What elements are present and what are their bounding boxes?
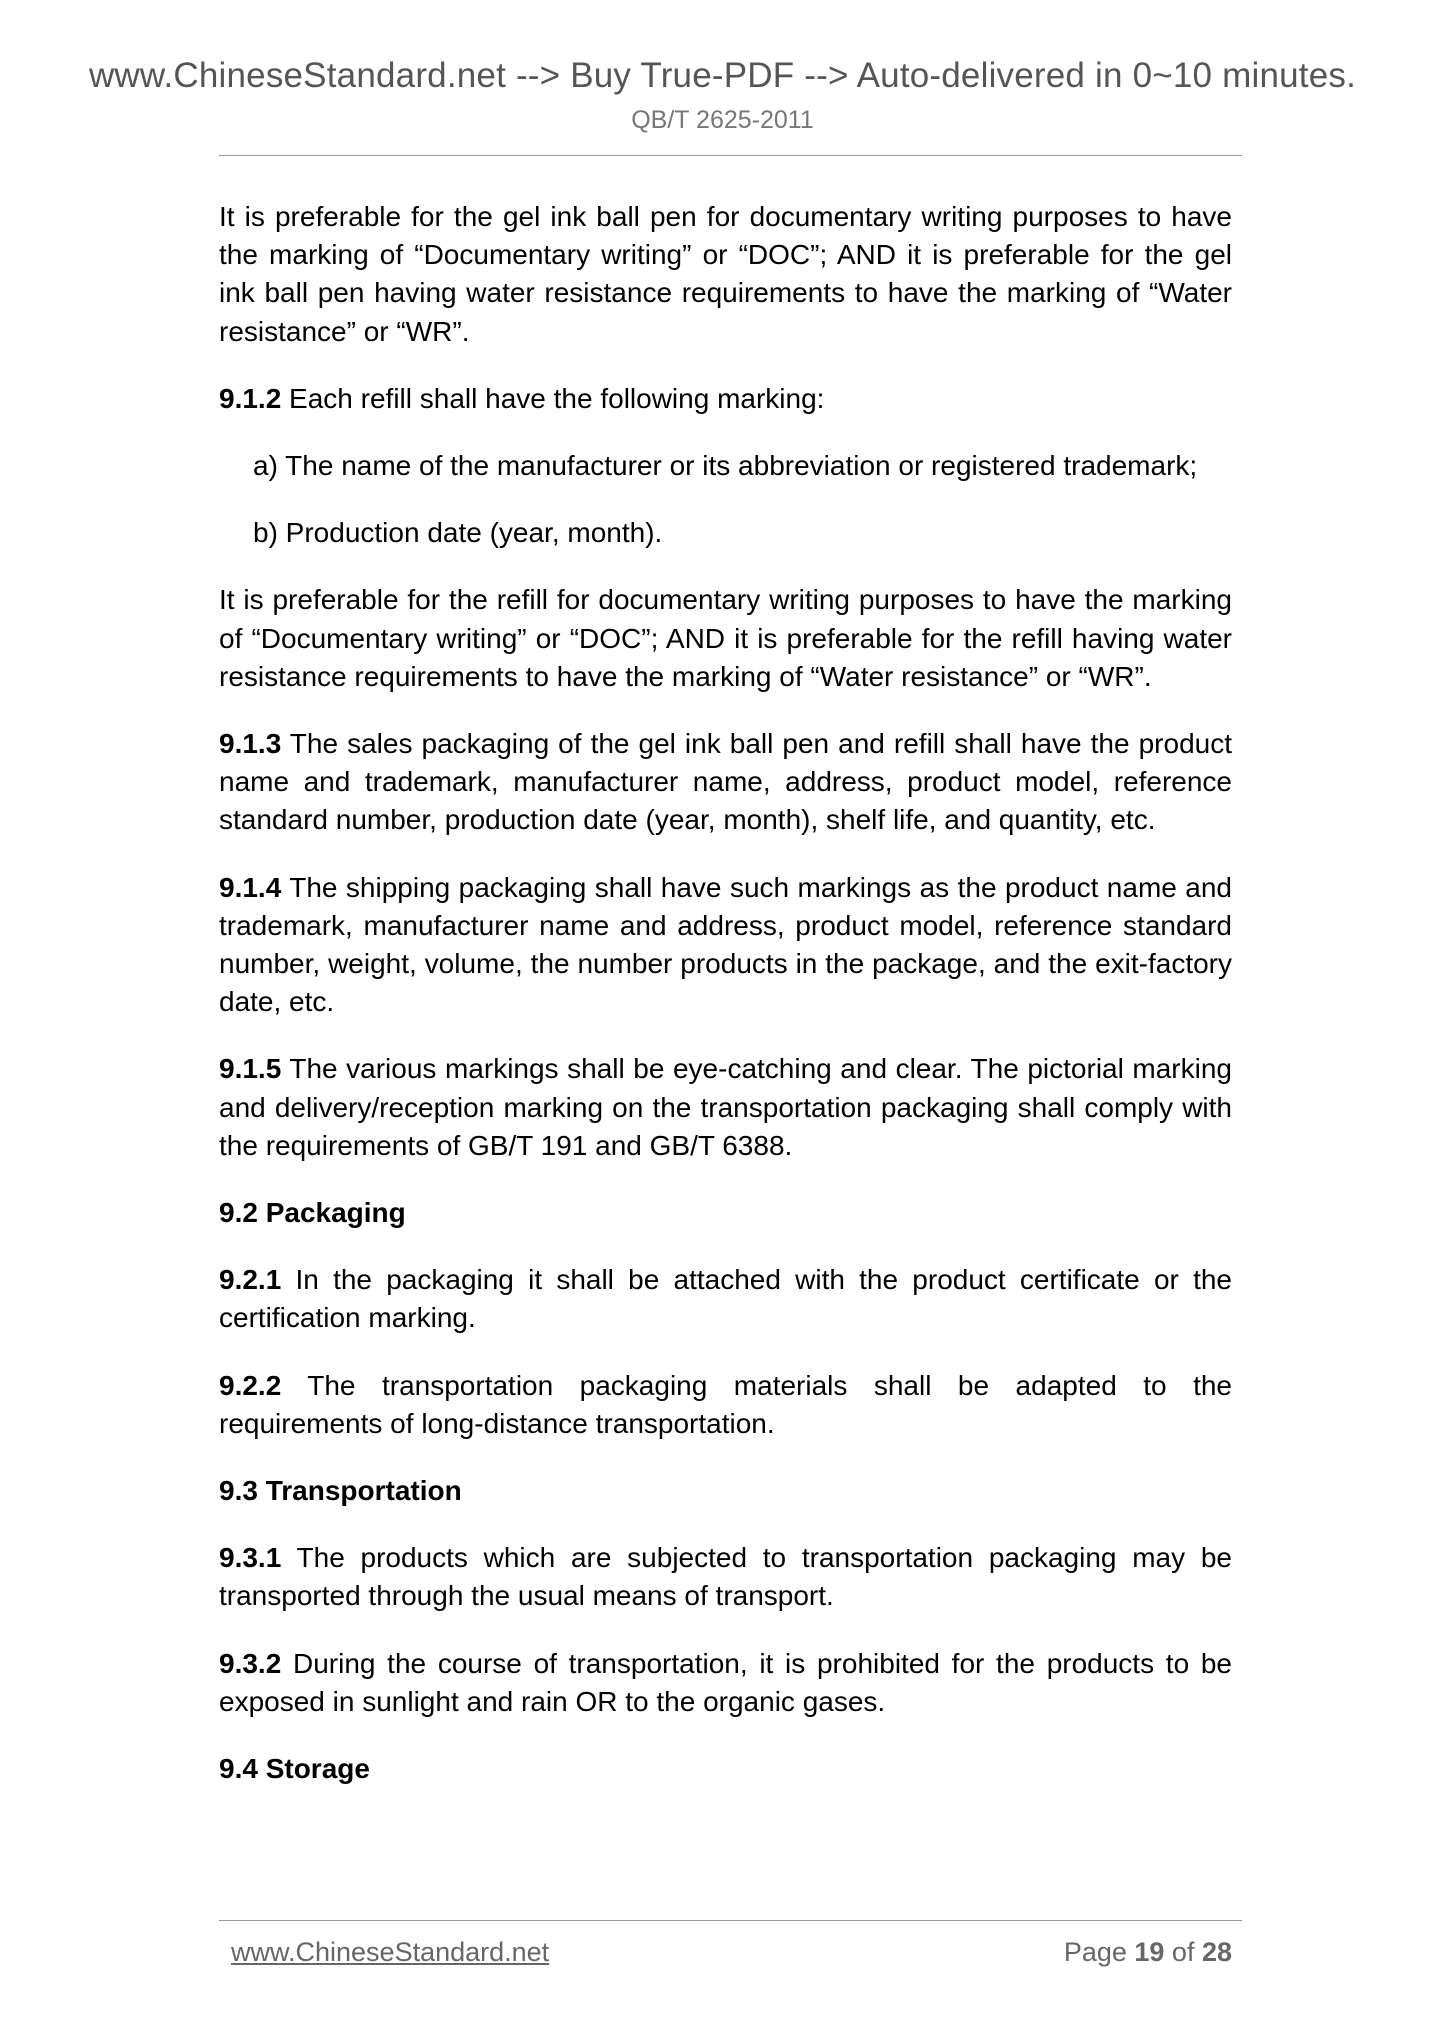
header-divider: [219, 155, 1242, 156]
footer-divider: [219, 1920, 1242, 1921]
header-banner: www.ChineseStandard.net --> Buy True-PDF --> Auto-delivered in 0~10 minutes.: [88, 56, 1357, 95]
page-current: 19: [1134, 1937, 1165, 1967]
clause-number: 9.3.1: [219, 1542, 282, 1574]
list-item-b: b) Production date (year, month).: [253, 517, 663, 549]
page-prefix: Page: [1063, 1937, 1135, 1967]
clause-text: The products which are subjected to transportation packaging may be transported through the usual means of transport.: [219, 1542, 1232, 1612]
clause-number: 9.1.3: [219, 728, 282, 760]
clause-number: 9.1.2: [219, 382, 282, 414]
clause-number: 9.2.1: [219, 1264, 282, 1296]
clause-text: The transportation packaging materials shall be adapted to the requirements of long-distance transportation.: [219, 1369, 1232, 1439]
footer-website-link[interactable]: www.ChineseStandard.net: [231, 1937, 550, 1967]
clause-number: 9.1.4: [219, 871, 282, 903]
clause-text: The shipping packaging shall have such markings as the product name and trademark, manufacturer name and address, product model, reference standard number, weight, volume, the number products in the package, and the exit-factory date, etc.: [219, 871, 1232, 1018]
document-body: [219, 198, 1232, 1817]
clause-9-2-1: [219, 1261, 1232, 1337]
section-heading-packaging: 9.2 Packaging: [219, 1197, 406, 1229]
page-of: of: [1164, 1937, 1202, 1967]
clause-number: 9.3.2: [219, 1647, 282, 1679]
clause-9-3-2: [219, 1645, 1232, 1721]
paragraph-refill-marking: It is preferable for the refill for documentary writing purposes to have the marking of “Documentary writing” or “DOC”; AND it is preferable for the refill having water resistance requirements to have the marking of “Water resistance” or “WR”.: [219, 584, 1232, 692]
clause-9-3-1: [219, 1539, 1232, 1615]
clause-number: 9.2.2: [219, 1369, 282, 1401]
clause-text: The various markings shall be eye-catching and clear. The pictorial marking and delivery/reception marking on the transportation packaging shall comply with the requirements of GB/T 191 and GB/T 6388.: [219, 1053, 1232, 1161]
clause-text: Each refill shall have the following marking:: [281, 382, 825, 414]
clause-9-1-3: [219, 725, 1232, 840]
section-heading-storage: 9.4 Storage: [219, 1753, 370, 1785]
clause-9-2-2: [219, 1367, 1232, 1443]
clause-number: 9.1.5: [219, 1053, 282, 1085]
clause-text: In the packaging it shall be attached with the product certificate or the certification marking.: [219, 1264, 1232, 1334]
paragraph-gel-pen-marking: It is preferable for the gel ink ball pen for documentary writing purposes to have the marking of “Documentary writing” or “DOC”; AND it is preferable for the gel ink ball pen having water resistance requirements to have the marking of “Water resistance” or “WR”.: [219, 201, 1232, 347]
clause-9-1-4: [219, 869, 1232, 1022]
clause-text: The sales packaging of the gel ink ball pen and refill shall have the product name and trademark, manufacturer name, address, product model, reference standard number, production date (year, month), shelf life, and quantity, etc.: [219, 728, 1232, 836]
list-item-a: a) The name of the manufacturer or its abbreviation or registered trademark;: [253, 450, 1198, 482]
standard-number: QB/T 2625-2011: [631, 106, 814, 134]
section-heading-transportation: 9.3 Transportation: [219, 1475, 462, 1507]
clause-9-1-5: [219, 1050, 1232, 1165]
page-indicator: [1064, 1937, 1232, 1968]
clause-text: During the course of transportation, it is prohibited for the products to be exposed in sunlight and rain OR to the organic gases.: [219, 1647, 1232, 1717]
clause-9-1-2: [219, 380, 1232, 418]
page-total: 28: [1201, 1937, 1232, 1967]
